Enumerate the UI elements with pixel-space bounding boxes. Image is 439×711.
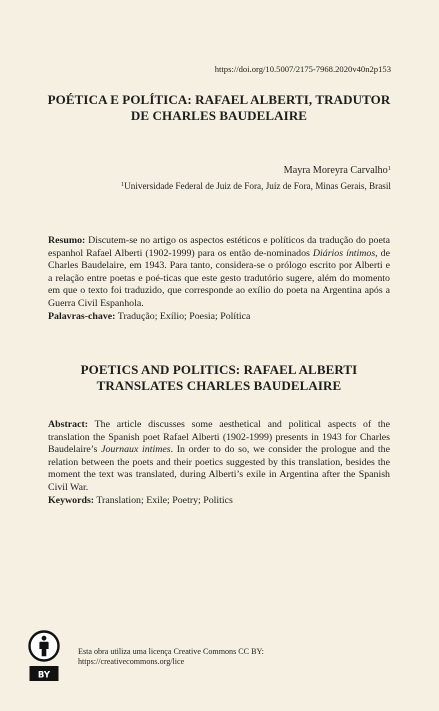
doi-link[interactable]: https://doi.org/10.5007/2175-7968.2020v40n2p153 — [214, 64, 391, 74]
license-line1: Esta obra utiliza uma licença Creative Commons CC BY: — [78, 647, 264, 656]
resumo-text-b: de Charles Baudelaire, em 1943. Para tanto, considera-se o prólogo escrito por Alberti e a relação entre poetas e poé-ticas que este gesto tradutório sugere, além do momento em que o texto foi traduzido, que corresponde ao exílio do poeta na Argentina após a Guerra Civil Espanhola. — [48, 247, 390, 309]
title-portuguese-line2: DE CHARLES BAUDELAIRE — [130, 108, 308, 123]
abstract-block — [48, 419, 390, 507]
title-portuguese — [30, 92, 408, 124]
license-text — [78, 647, 264, 668]
palavras-chave-text: Tradução; Exílio; Poesia; Política — [115, 310, 251, 322]
title-english — [30, 362, 408, 394]
author-name-text: Mayra Moreyra Carvalho — [283, 165, 388, 176]
palavras-chave-label: Palavras-chave: — [48, 310, 116, 322]
resumo-text-a: Discutem-se no artigo os aspectos estéticos e políticos da tradução do poeta espanhol Rafael Alberti (1902-1999) para os então de-nominados — [48, 235, 390, 259]
author-name — [284, 165, 391, 176]
resumo-label: Resumo: — [48, 235, 86, 246]
resumo-text-italic: Diários íntimos, — [312, 247, 378, 259]
palavras-chave — [48, 311, 390, 324]
license-link[interactable]: https://creativecommons.org/lice — [78, 657, 185, 667]
abstract-label: Abstract: — [48, 419, 89, 430]
creative-commons-by-icon — [28, 630, 60, 682]
affiliation-text: Universidade Federal de Juiz de Fora, Juíz de Fora, Minas Gerais, Brasil — [124, 181, 391, 191]
keywords-text: Translation; Exile; Poetry; Politics — [94, 494, 233, 506]
title-portuguese-line1: POÉTICA E POLÍTICA: RAFAEL ALBERTI, TRADUTOR — [47, 92, 391, 107]
resumo-paragraph — [48, 235, 390, 311]
author-affiliation — [121, 181, 391, 191]
abstract-paragraph — [48, 419, 390, 495]
keywords-label: Keywords: — [48, 494, 95, 506]
title-english-line2: TRANSLATES CHARLES BAUDELAIRE — [96, 378, 342, 393]
abstract-text-b: . In order to do so, we consider the prologue and the relation between the poets and their poetics suggested by this translation, besides the moment the text was translated, during Alberti’s exile in Argentina after the Spanish Civil War. — [48, 444, 390, 493]
abstract-text-italic: Journaux intimes — [101, 444, 171, 456]
title-english-line1: POETICS AND POLITICS: RAFAEL ALBERTI — [80, 362, 358, 377]
keywords — [48, 495, 390, 508]
resumo-block — [48, 235, 390, 323]
cc-by-badge-text: BY — [37, 670, 51, 681]
author-affiliation-mark: 1 — [387, 165, 391, 172]
affiliation-mark: 1 — [120, 181, 125, 188]
abstract-text-a: The article discusses some aesthetical and political aspects of the translation the Spanish poet Rafael Alberti (1902-1999) presents in 1943 for Charles Baudelaire’s — [48, 419, 390, 456]
